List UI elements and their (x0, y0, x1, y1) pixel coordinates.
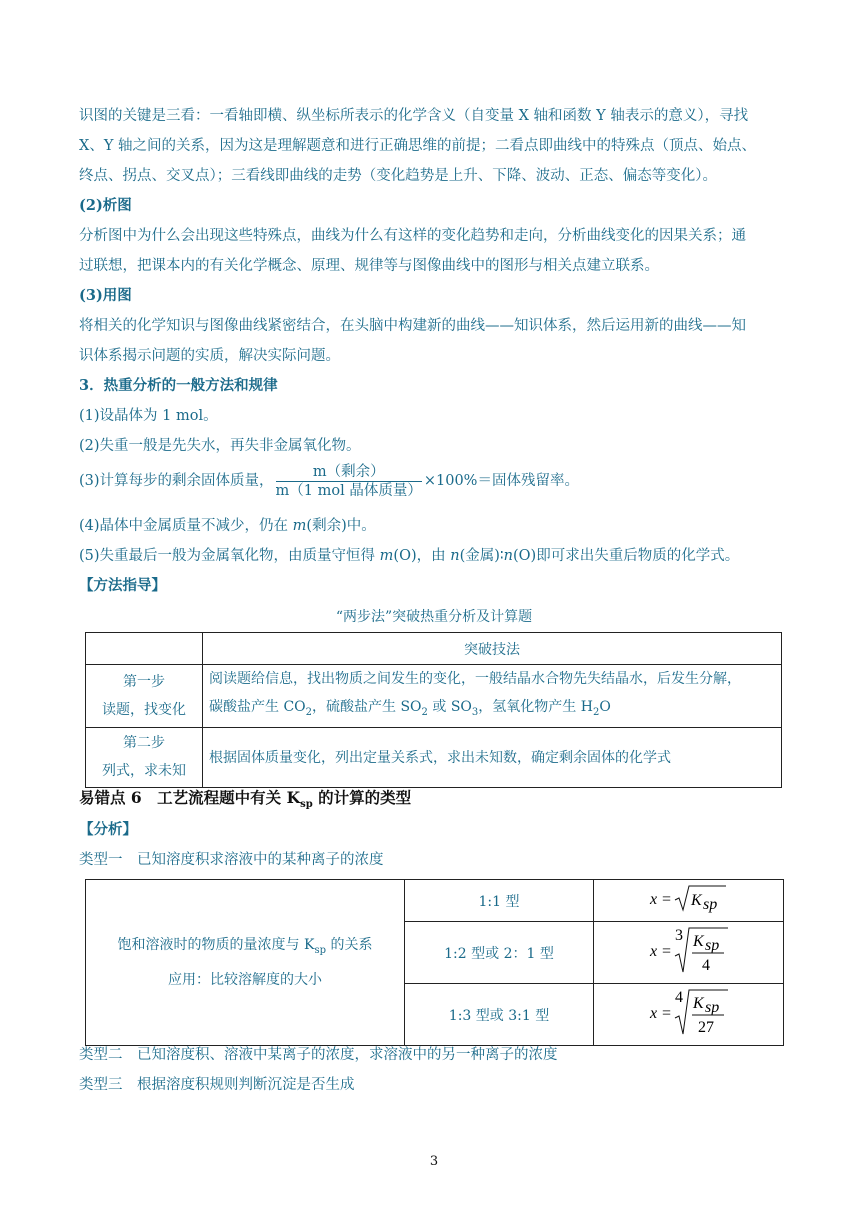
rule-4 (79, 516, 376, 536)
method-table (85, 632, 782, 788)
f3-root-index: 4 (674, 988, 683, 1006)
ksp-relation-cell (86, 880, 405, 1046)
left-sub: sp (314, 944, 326, 956)
t2s3: 3 (471, 706, 479, 718)
step-1-text-1: 阅读题给信息，找出物质之间发生的变化，一般结晶水合物先失结晶水，后发生分解， (209, 671, 741, 687)
step-1-label (86, 665, 203, 728)
rule-5-a: (5)失重最后一般为金属氧化物，由质量守恒得 (79, 548, 380, 564)
method-col-header: 突破技法 (203, 633, 782, 665)
analyze-line-1: 分析图中为什么会出现这些特殊点，曲线为什么有这样的变化趋势和走向，分析曲线变化的因果关系；通 (79, 228, 746, 244)
rule-5-n2: n (503, 548, 513, 564)
ksp-relation-line-2: 应用：比较溶解度的大小 (168, 972, 322, 989)
intro-line-1: 识图的关键是三看：一看轴即横、纵坐标所表示的化学含义（自变量 X 轴和函数 Y 轴表示的意义），寻找 (79, 108, 749, 124)
f1-sp: sp (702, 895, 717, 913)
step-2-label (86, 727, 203, 787)
step-2-content: 根据固体质量变化，列出定量关系式，求出未知数，确定剩余固体的化学式 (203, 727, 782, 787)
f2-den: 4 (701, 956, 710, 974)
rule-5-d: (O)即可求出失重后物质的化学式。 (513, 548, 740, 564)
section-heading-analyze: (2)析图 (79, 197, 132, 214)
type-1-2: 1:2 型或 2：1 型 (405, 922, 594, 984)
rule-5-c: (金属)∶ (459, 548, 504, 564)
rules-heading: 3．热重分析的一般方法和规律 (79, 377, 278, 394)
intro-line-3: 终点、拐点、交叉点）；三看线即曲线的走势（变化趋势是上升、下降、波动、正态、偏态等变化）。 (79, 168, 717, 184)
rule-3 (79, 462, 579, 500)
type-3: 类型三 根据溶度积规则判断沉淀是否生成 (79, 1077, 355, 1093)
t2d: ，氢氧化物产生 H (478, 699, 593, 715)
use-line-1: 将相关的化学知识与图像曲线紧密结合，在头脑中构建新的曲线——知识体系，然后运用新的曲线——知 (79, 318, 746, 334)
left-a: 饱和溶液时的物质的量浓度与 K (117, 936, 315, 953)
rule-3-suffix: ×100%＝固体残留率。 (423, 473, 579, 489)
ksp-relation-line-1 (92, 930, 398, 966)
f3-sp: sp (704, 998, 719, 1016)
t2b: ，硫酸盐产生 SO (312, 699, 422, 715)
formula-1-3 (644, 986, 734, 1040)
rule-5 (79, 546, 739, 566)
method-table-corner (86, 633, 203, 665)
f2-root-index: 3 (674, 926, 683, 944)
rule-1: (1)设晶体为 1 mol。 (79, 408, 218, 424)
ksp-table (85, 879, 784, 1046)
type-1-3: 1:3 型或 3:1 型 (405, 984, 594, 1046)
f3-x: x (649, 1004, 657, 1022)
rule-4-a: (4)晶体中金属质量不减少，仍在 (79, 518, 293, 534)
t2s1: 2 (305, 706, 313, 718)
fraction-numerator: m（剩余） (276, 463, 422, 482)
f2-K: K (692, 932, 704, 950)
rule-5-m: m (379, 548, 394, 564)
type-2: 类型二 已知溶度积、溶液中某离子的浓度，求溶液中的另一种离子的浓度 (79, 1047, 558, 1063)
left-b: 的关系 (326, 936, 373, 953)
step-1-text-2 (209, 693, 775, 727)
step-1-subtitle: 读题，找变化 (102, 701, 186, 718)
method-heading: 【方法指导】 (79, 577, 166, 594)
t2s2: 2 (421, 706, 428, 718)
formula-1-2 (644, 924, 734, 978)
rule-2: (2)失重一般是先失水，再失非金属氧化物。 (79, 438, 361, 454)
rule-4-b: (剩余)中。 (306, 518, 376, 534)
page-number: 3 (429, 1154, 439, 1169)
rule-5-b: (O)，由 (393, 548, 451, 564)
f1-K: K (690, 891, 702, 909)
step-1-title: 第一步 (123, 673, 165, 690)
step-2-title: 第二步 (123, 735, 165, 752)
point-6-heading-a: 易错点 6 工艺流程题中有关 K (79, 788, 301, 807)
t2e: O (599, 699, 611, 715)
type-1-1: 1:1 型 (405, 880, 594, 922)
t2a: 碳酸盐产生 CO (209, 699, 306, 715)
fraction-denominator: m（1 mol 晶体质量） (275, 482, 422, 499)
step-1-content (203, 665, 782, 728)
rule-3-prefix: (3)计算每步的剩余固体质量， (79, 473, 274, 489)
formula-1-1-cell (594, 880, 784, 922)
formula-1-2-cell (594, 922, 784, 984)
formula-1-1 (644, 882, 734, 916)
rule-4-m: m (292, 518, 307, 534)
f2-eq: = (661, 942, 671, 960)
point-6-heading-sub: sp (300, 799, 313, 811)
f2-x: x (649, 942, 657, 960)
section-heading-use: (3)用图 (79, 287, 132, 304)
type-1: 类型一 已知溶度积求溶液中的某种离子的浓度 (79, 852, 384, 868)
formula-1-3-cell (594, 984, 784, 1046)
method-table-caption: “两步法”突破热重分析及计算题 (335, 609, 533, 625)
residual-fraction (276, 463, 422, 500)
analysis-heading: 【分析】 (79, 821, 137, 838)
t2s4: 2 (592, 706, 600, 718)
t2c: 或 SO (427, 699, 472, 715)
step-2-subtitle: 列式，求未知 (102, 763, 186, 780)
point-6-heading (79, 788, 411, 815)
f3-den: 27 (697, 1018, 714, 1036)
f3-eq: = (661, 1004, 671, 1022)
f1-x: x (649, 890, 657, 908)
use-line-2: 识体系揭示问题的实质，解决实际问题。 (79, 348, 340, 364)
rule-5-n1: n (450, 548, 460, 564)
f2-sp: sp (704, 936, 719, 954)
f1-eq: = (661, 890, 671, 908)
intro-line-2: X、Y 轴之间的关系，因为这是理解题意和进行正确思维的前提；二看点即曲线中的特殊点（顶点、始点、 (79, 138, 756, 154)
analyze-line-2: 过联想，把课本内的有关化学概念、原理、规律等与图像曲线中的图形与相关点建立联系。 (79, 258, 659, 274)
point-6-heading-b: 的计算的类型 (312, 788, 412, 807)
f3-K: K (692, 994, 704, 1012)
